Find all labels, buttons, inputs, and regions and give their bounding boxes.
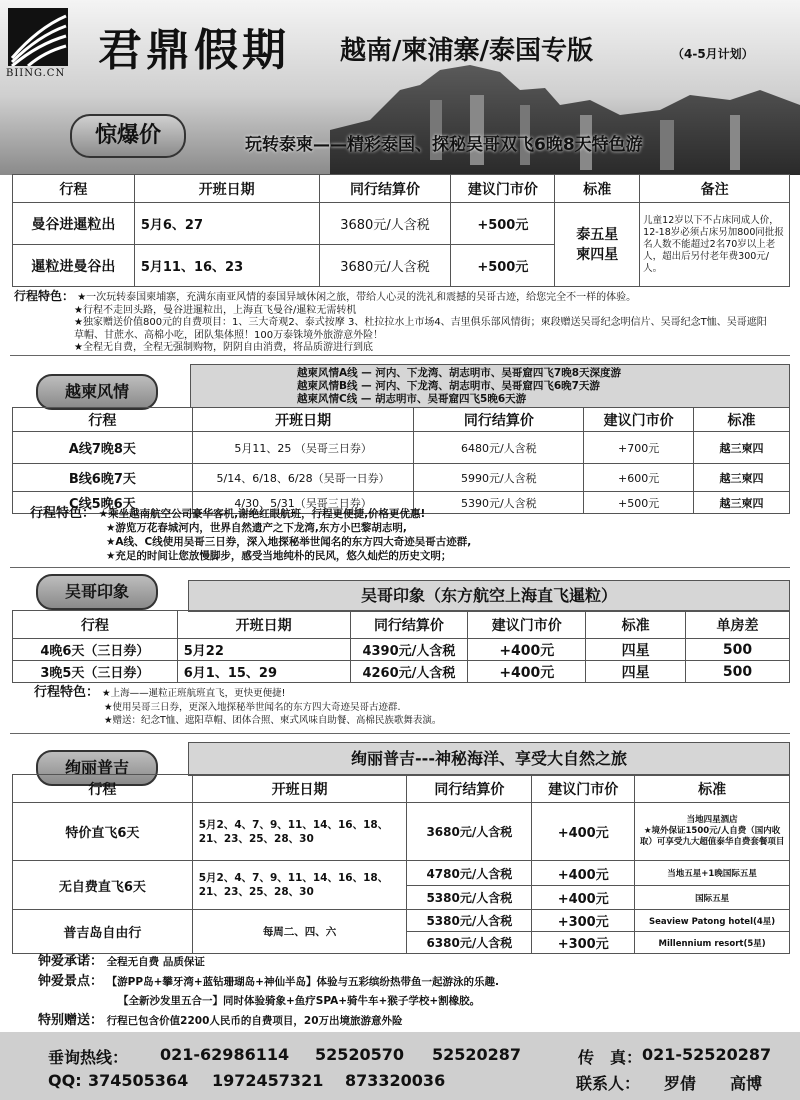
retail-cell: +400元	[468, 639, 586, 661]
feature-item: ★一次玩转泰国柬埔寨，充满东南亚风情的泰国异域休闲之旅，带给人心灵的洗礼和震撼的吴哥古迹，给您完全不一样的体验。	[77, 292, 637, 303]
phone-number: 021-62986114	[160, 1045, 290, 1064]
standard-cell: 四星	[586, 661, 686, 683]
retail-cell: +400元	[468, 661, 586, 683]
route-cell: 特价直飞6天	[13, 803, 193, 861]
price-cell: 6480元/人含税	[414, 432, 584, 464]
spot-item: 【游PP岛+攀牙湾+蓝钻珊瑚岛+神仙半岛】体验与五彩缤纷热带鱼一起游泳的乐趣.	[106, 976, 499, 988]
feature-item: ★使用吴哥三日券，更深入地探秘举世闻名的东方四大奇迹吴哥古迹群.	[104, 701, 401, 713]
promise-text: 全程无自费 品质保证	[106, 956, 205, 968]
route-cell: A线7晚8天	[13, 432, 193, 464]
fax-number: 021-52520287	[642, 1045, 772, 1064]
gift-label: 特别赠送：	[38, 1013, 104, 1028]
header-banner	[0, 0, 800, 175]
table-row	[13, 661, 790, 683]
table-row	[13, 639, 790, 661]
standard-cell: 四星	[586, 639, 686, 661]
angkor-badge: 吴哥印象	[36, 574, 158, 610]
price-cell: 5380元/人含税	[407, 886, 532, 910]
retail-cell: +400元	[532, 861, 635, 886]
features-label: 行程特色：	[30, 506, 96, 521]
standard-cell: 越三柬四	[694, 464, 790, 492]
standard-cell: 泰五星 柬四星	[555, 203, 640, 287]
route-line: 越柬风情B线 — 河内、下龙湾、胡志明市、吴哥窟四飞6晚7天游	[297, 380, 600, 392]
col-route: 行程	[13, 611, 178, 639]
divider	[10, 567, 790, 568]
col-standard: 标准	[635, 775, 790, 803]
hotline-label: 垂询热线：	[48, 1048, 129, 1067]
vietnam-lines-box	[190, 364, 790, 408]
col-standard: 标准	[586, 611, 686, 639]
promo-title: 玩转泰柬——精彩泰国、探秘吴哥双飞6晚8天特色游	[245, 135, 643, 155]
table-row	[13, 464, 790, 492]
feature-item: ★充足的时间让您放慢脚步，感受当地纯朴的民风，悠久灿烂的历史文明；	[106, 550, 452, 562]
retail-cell: +300元	[532, 932, 635, 954]
brand-title: 君鼎假期	[98, 25, 290, 76]
dates-cell: 5月2、4、7、9、11、14、16、18、21、23、25、28、30	[192, 861, 407, 910]
col-price: 同行结算价	[414, 408, 584, 432]
dates-cell: 5/14、6/18、6/28（吴哥一日券）	[192, 464, 414, 492]
col-price: 同行结算价	[319, 175, 451, 203]
feature-item: ★赠送：纪念T恤、遮阳草帽、团体合照、柬式风味自助餐、高棉民族歌舞表演。	[104, 715, 442, 726]
vietnam-table	[12, 407, 790, 514]
col-retail: 建议门市价	[451, 175, 555, 203]
spots-label: 钟爱景点：	[38, 974, 104, 989]
retail-cell: +500元	[451, 245, 555, 287]
retail-cell: +500元	[451, 203, 555, 245]
qq-number: 1972457321	[212, 1071, 324, 1090]
dates-cell: 4/30、5/31（吴哥三日券）	[192, 492, 414, 514]
col-retail: 建议门市价	[468, 611, 586, 639]
col-price: 同行结算价	[350, 611, 468, 639]
dates-cell: 5月2、4、7、9、11、14、16、18、21、23、25、28、30	[192, 803, 407, 861]
route-cell: 3晚5天（三日券）	[13, 661, 178, 683]
single-cell: 500	[686, 661, 790, 683]
dates-cell: 5月11、25 （吴哥三日券）	[192, 432, 414, 464]
angkor-features	[34, 686, 774, 728]
phuket-table	[12, 774, 790, 954]
price-cell: 4780元/人含税	[407, 861, 532, 886]
thai-features	[14, 290, 784, 355]
col-route: 行程	[13, 175, 135, 203]
divider	[10, 355, 790, 356]
qq-number: 873320036	[345, 1071, 446, 1090]
price-cell: 5390元/人含税	[414, 492, 584, 514]
phone-number: 52520287	[432, 1045, 522, 1064]
spot-item: 【全新沙发里五合一】同时体验骑象+鱼疗SPA+骑牛车+猴子学校+割橡胶。	[118, 995, 481, 1007]
contact-name: 罗倩	[664, 1074, 697, 1093]
col-standard: 标准	[694, 408, 790, 432]
standard-cell: Seaview Patong hotel(4星)	[635, 910, 790, 932]
route-line: 越柬风情A线 — 河内、下龙湾、胡志明市、吴哥窟四飞7晚8天深度游	[297, 367, 622, 379]
standard-cell: Millennium resort(5星)	[635, 932, 790, 954]
vietnam-badge: 越柬风情	[36, 374, 158, 410]
route-cell: 暹粒进曼谷出	[13, 245, 135, 287]
feature-item: ★行程不走回头路，曼谷进暹粒出，上海直飞曼谷/暹粒无需转机	[74, 304, 357, 316]
fax-label: 传 真：	[578, 1048, 643, 1067]
standard-cell: 越三柬四	[694, 432, 790, 464]
table-row	[13, 910, 790, 932]
promise-label: 钟爱承诺：	[38, 954, 104, 969]
retail-cell: +400元	[532, 803, 635, 861]
phuket-details	[38, 952, 778, 1031]
dates-cell: 5月22	[177, 639, 350, 661]
table-row	[13, 432, 790, 464]
route-cell: C线5晚6天	[13, 492, 193, 514]
contact-name: 高博	[730, 1074, 763, 1093]
qq-label: QQ:	[48, 1071, 82, 1090]
route-cell: 普吉岛自由行	[13, 910, 193, 954]
promo-badge: 惊爆价	[70, 114, 186, 158]
col-standard: 标准	[555, 175, 640, 203]
route-cell: B线6晚7天	[13, 464, 193, 492]
logo-icon	[8, 8, 68, 66]
angkor-table	[12, 610, 790, 683]
price-cell: 4260元/人含税	[350, 661, 468, 683]
route-cell: 4晚6天（三日券）	[13, 639, 178, 661]
price-cell: 3680元/人含税	[319, 245, 451, 287]
features-label: 行程特色：	[14, 289, 75, 303]
retail-cell: +400元	[532, 886, 635, 910]
retail-cell: +600元	[584, 464, 694, 492]
col-dates: 开班日期	[192, 408, 414, 432]
vietnam-features	[30, 507, 770, 563]
price-cell: 3680元/人含税	[319, 203, 451, 245]
retail-cell: +500元	[584, 492, 694, 514]
col-route: 行程	[13, 775, 193, 803]
col-dates: 开班日期	[177, 611, 350, 639]
feature-item: ★乘坐越南航空公司豪华客机,谢绝红眼航班，行程更便捷,价格更优惠!	[98, 508, 426, 520]
header-plan: （4-5月计划）	[672, 47, 754, 61]
col-price: 同行结算价	[407, 775, 532, 803]
col-dates: 开班日期	[134, 175, 319, 203]
angkor-banner: 吴哥印象（东方航空上海直飞暹粒）	[188, 580, 790, 612]
feature-item: ★全程无自费，全程无强制购物，阴阴自由消费，将品质游进行到底	[74, 342, 373, 353]
dates-cell: 5月11、16、23	[134, 245, 319, 287]
col-retail: 建议门市价	[584, 408, 694, 432]
dates-cell: 5月6、27	[134, 203, 319, 245]
phuket-badge: 绚丽普吉	[36, 750, 158, 786]
qq-number: 374505364	[88, 1071, 189, 1090]
features-label: 行程特色：	[34, 685, 100, 700]
standard-cell: 越三柬四	[694, 492, 790, 514]
phuket-banner: 绚丽普吉---神秘海洋、享受大自然之旅	[188, 742, 790, 776]
feature-item: ★独家赠送价值800元的自费项目：1、三大奇观2、泰式按摩 3、杜拉拉水上市场4、吉里俱乐部风情街；柬段赠送吴哥纪念明信片、吴哥纪念T恤、吴哥遮阳草帽、甘蔗水、高棉小吃，团队集体照！100万泰铢境外旅游意外险！	[74, 317, 767, 341]
phone-number: 52520570	[315, 1045, 405, 1064]
standard-cell: 国际五星	[635, 886, 790, 910]
feature-item: ★游览万花春城河内，世界自然遗产之下龙湾,东方小巴黎胡志明,	[106, 522, 407, 534]
retail-cell: +300元	[532, 910, 635, 932]
gift-text: 行程已包含价值2200人民币的自费项目，20万出境旅游意外险	[106, 1015, 403, 1027]
price-cell: 5380元/人含税	[407, 910, 532, 932]
dates-cell: 每周二、四、六	[192, 910, 407, 954]
thai-cambodia-table	[12, 174, 790, 287]
feature-item: ★A线、C线使用吴哥三日券，深入地探秘举世闻名的东方四大奇迹吴哥古迹群,	[106, 536, 472, 548]
header-subtitle: 越南/柬浦寨/泰国专版	[340, 36, 593, 66]
route-cell: 曼谷进暹粒出	[13, 203, 135, 245]
table-row	[13, 203, 790, 245]
standard-cell: 当地四星酒店 ★境外保证1500元/人自费（国内收取）可享受九大超值泰华自费套餐项目	[635, 803, 790, 861]
feature-item: ★上海——暹粒正班航班直飞，更快更便捷!	[102, 688, 286, 699]
single-cell: 500	[686, 639, 790, 661]
price-cell: 6380元/人含税	[407, 932, 532, 954]
route-line: 越柬风情C线 — 胡志明市、吴哥窟四飞5晚6天游	[297, 393, 527, 405]
logo-text: BIING.CN	[6, 68, 66, 79]
retail-cell: +700元	[584, 432, 694, 464]
price-cell: 4390元/人含税	[350, 639, 468, 661]
divider	[10, 733, 790, 734]
footer-contact-bar	[0, 1032, 800, 1100]
table-row	[13, 803, 790, 861]
col-note: 备注	[640, 175, 790, 203]
contact-label: 联系人：	[576, 1074, 641, 1093]
price-cell: 3680元/人含税	[407, 803, 532, 861]
col-retail: 建议门市价	[532, 775, 635, 803]
note-cell: 儿童12岁以下不占床同成人价，12-18岁必须占床另加800同批报名人数不能超过2名70岁以上老人，超出后另付老年费300元/人。	[640, 203, 790, 287]
temple-photo-illustration	[330, 60, 800, 175]
col-single: 单房差	[686, 611, 790, 639]
route-cell: 无自费直飞6天	[13, 861, 193, 910]
table-row	[13, 861, 790, 886]
col-dates: 开班日期	[192, 775, 407, 803]
price-cell: 5990元/人含税	[414, 464, 584, 492]
dates-cell: 6月1、15、29	[177, 661, 350, 683]
col-route: 行程	[13, 408, 193, 432]
standard-cell: 当地五星+1晚国际五星	[635, 861, 790, 886]
